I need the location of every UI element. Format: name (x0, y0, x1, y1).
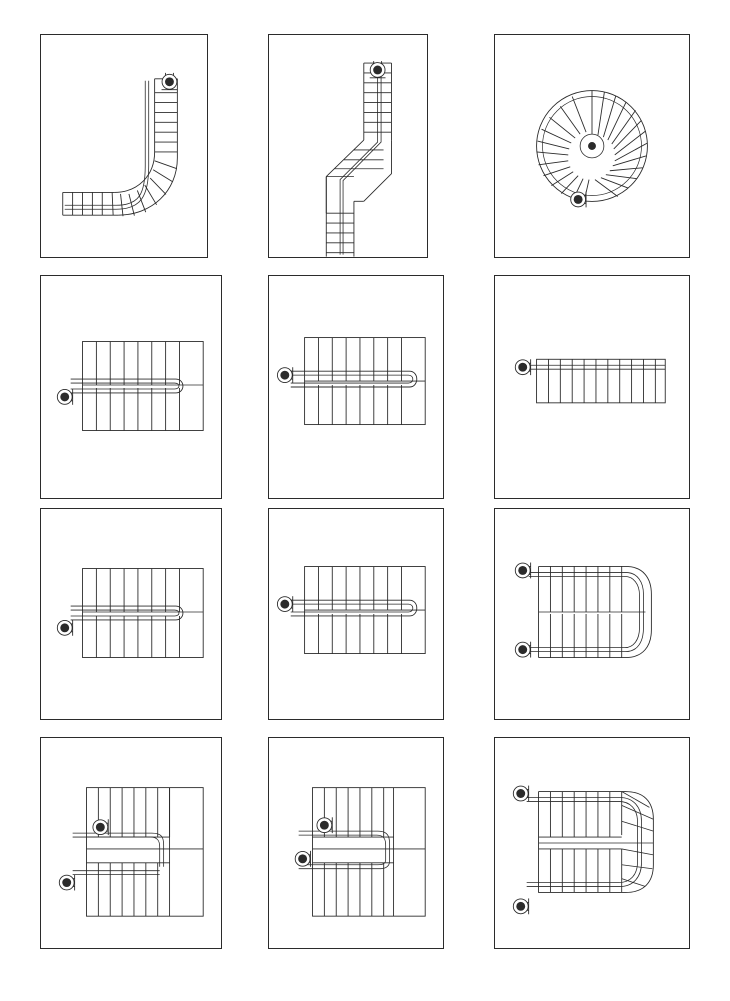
panel-quarter-turn-curved-stair (40, 34, 208, 258)
panel-half-turn-stair-rounded-return (494, 508, 690, 720)
stair-outline (63, 79, 178, 216)
newel-post-symbol (277, 367, 292, 383)
stair-outline (71, 342, 204, 431)
panel-half-landing-dogleg-angled-stair (268, 34, 428, 258)
panel-half-turn-closed-well-stair-a (40, 508, 222, 720)
newel-post-symbol (515, 642, 530, 658)
stair-outline (299, 788, 426, 917)
stair-outline (291, 338, 425, 425)
stair-outline (326, 63, 391, 257)
stair-outline (527, 792, 654, 893)
stair-outline (529, 359, 666, 403)
newel-post-symbol (57, 620, 72, 636)
newel-post-symbol (277, 596, 292, 612)
panel-half-turn-closed-well-stair-b (268, 508, 444, 720)
stair-outline (537, 91, 648, 202)
newel-post-symbol (513, 898, 528, 914)
panel-half-turn-stair-two-newels-b (268, 737, 444, 949)
panel-half-turn-stair-two-newels-a (40, 737, 222, 949)
newel-post-symbol (162, 73, 178, 90)
newel-post-symbol (57, 389, 72, 405)
newel-post-symbol (59, 875, 74, 891)
newel-post-symbol (513, 786, 528, 802)
panel-spiral-stair (494, 34, 690, 258)
newel-post-symbol (515, 359, 530, 375)
newel-post-symbol (515, 563, 530, 579)
panel-straight-flight-stair (494, 275, 690, 499)
stair-outline (73, 788, 204, 917)
stair-outline (71, 569, 204, 658)
panel-half-turn-stair-winder-corners (494, 737, 690, 949)
stair-outline (529, 566, 652, 657)
newel-post-symbol (370, 61, 386, 78)
stair-outline (291, 567, 425, 654)
newel-post-symbol (571, 192, 586, 208)
panel-half-turn-open-well-stair-b (268, 275, 444, 499)
panel-half-turn-open-well-stair-a (40, 275, 222, 499)
